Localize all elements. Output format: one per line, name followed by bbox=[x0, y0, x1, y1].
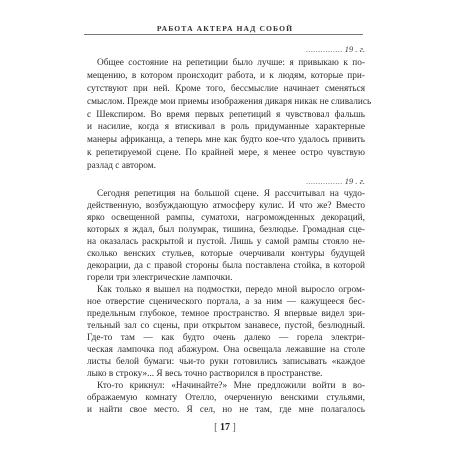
text-line: горели три электрические лампочки. bbox=[87, 273, 233, 283]
text-line: Сегодня репетиция на большой сцене. Я рассчитывал на чудо- bbox=[97, 189, 365, 199]
text-line: тельный зал со сцены, при открытом занавесе, пустой, безлюдный. bbox=[87, 321, 365, 331]
running-head: РАБОТА АКТЕРА НАД СОБОЙ bbox=[156, 24, 294, 33]
text-line: лыко в строку»... Я весь точно растворился в пространстве. bbox=[87, 369, 323, 379]
entry-date-2: ............... 19 . г. bbox=[305, 176, 365, 186]
text-line: действенную, возбуждающую атмосферу кулис. И что же? Вместо bbox=[87, 201, 365, 211]
text-line: предельным глубокое, темное пространство. Я впервые видел зри- bbox=[87, 309, 365, 319]
text-line: ображаемую комнату Отелло, очерченную венскими стульями, bbox=[87, 393, 365, 403]
text-line: ное отверстие сценического портала, а за ним — кажущееся бес- bbox=[87, 297, 365, 307]
text-line: Кто-то крикнул: «Начинайте?» Мне предложили войти в во- bbox=[97, 381, 365, 391]
text-line: ческая лампочка под абажуром. Она освещала лежавшие на столе bbox=[87, 345, 365, 355]
text-line: ярко освещенной рампы, суматохи, нагроможденных декораций, bbox=[87, 213, 365, 223]
text-line: и насилие, когда я втискивал в роль придуманные характерные bbox=[87, 122, 365, 132]
folio-bracket-right: ] bbox=[230, 422, 236, 433]
text-line: манеры африканца, а теперь мне как будто кое-что удалось привить bbox=[87, 135, 365, 145]
text-line: сутствуют при ней. Кроме того, бессмыслие начинает сменяться bbox=[87, 84, 365, 94]
text-line: с Шекспиром. Во время первых репетиций я чувствовал фальшь bbox=[87, 110, 365, 120]
text-line: декорации, да с правой стороны была поставлена стойка, в которой bbox=[87, 261, 365, 271]
header-rule bbox=[84, 34, 363, 35]
text-line: Как только я вышел на подмостки, передо мной выросло огром- bbox=[97, 285, 365, 295]
text-line: мещению, в котором происходит работа, и к людям, которые при- bbox=[87, 71, 365, 81]
text-line: которых я ждал, был полумрак, тишина, безлюдье. Громадная сце- bbox=[87, 225, 365, 235]
text-line: на оказалась раскрытой и пустой. Лишь у самой рампы стояло не- bbox=[87, 237, 365, 247]
text-line: и найти свое место. Я сел, но не там, где мне полагалось bbox=[87, 405, 365, 415]
text-line: листы белой бумаги: чьи-то руки готовились записывать «каждое bbox=[87, 357, 365, 367]
entry-date-1: ............... 19 . г. bbox=[305, 44, 365, 54]
text-line: сколько венских стульев, которые очерчивали контуры будущей bbox=[87, 249, 365, 259]
text-line: к репетируемой сцене. По крайней мере, я менее остро чувствую bbox=[87, 148, 365, 158]
text-line: смыслом. Прежде мои приемы изображения дикаря никак не сливались bbox=[87, 97, 372, 107]
text-line: разлад с автором. bbox=[87, 161, 156, 171]
text-line: Где-то там — как будто очень далеко — горела электри- bbox=[87, 333, 365, 343]
date-leader: ............... bbox=[305, 176, 343, 186]
folio-bracket-left: [ bbox=[214, 422, 220, 433]
text-line: Общее состояние на репетиции было лучше: я привыкаю к по- bbox=[97, 58, 365, 68]
date-leader: ............... bbox=[305, 44, 343, 54]
page-number: [ 17 ] bbox=[214, 422, 236, 433]
